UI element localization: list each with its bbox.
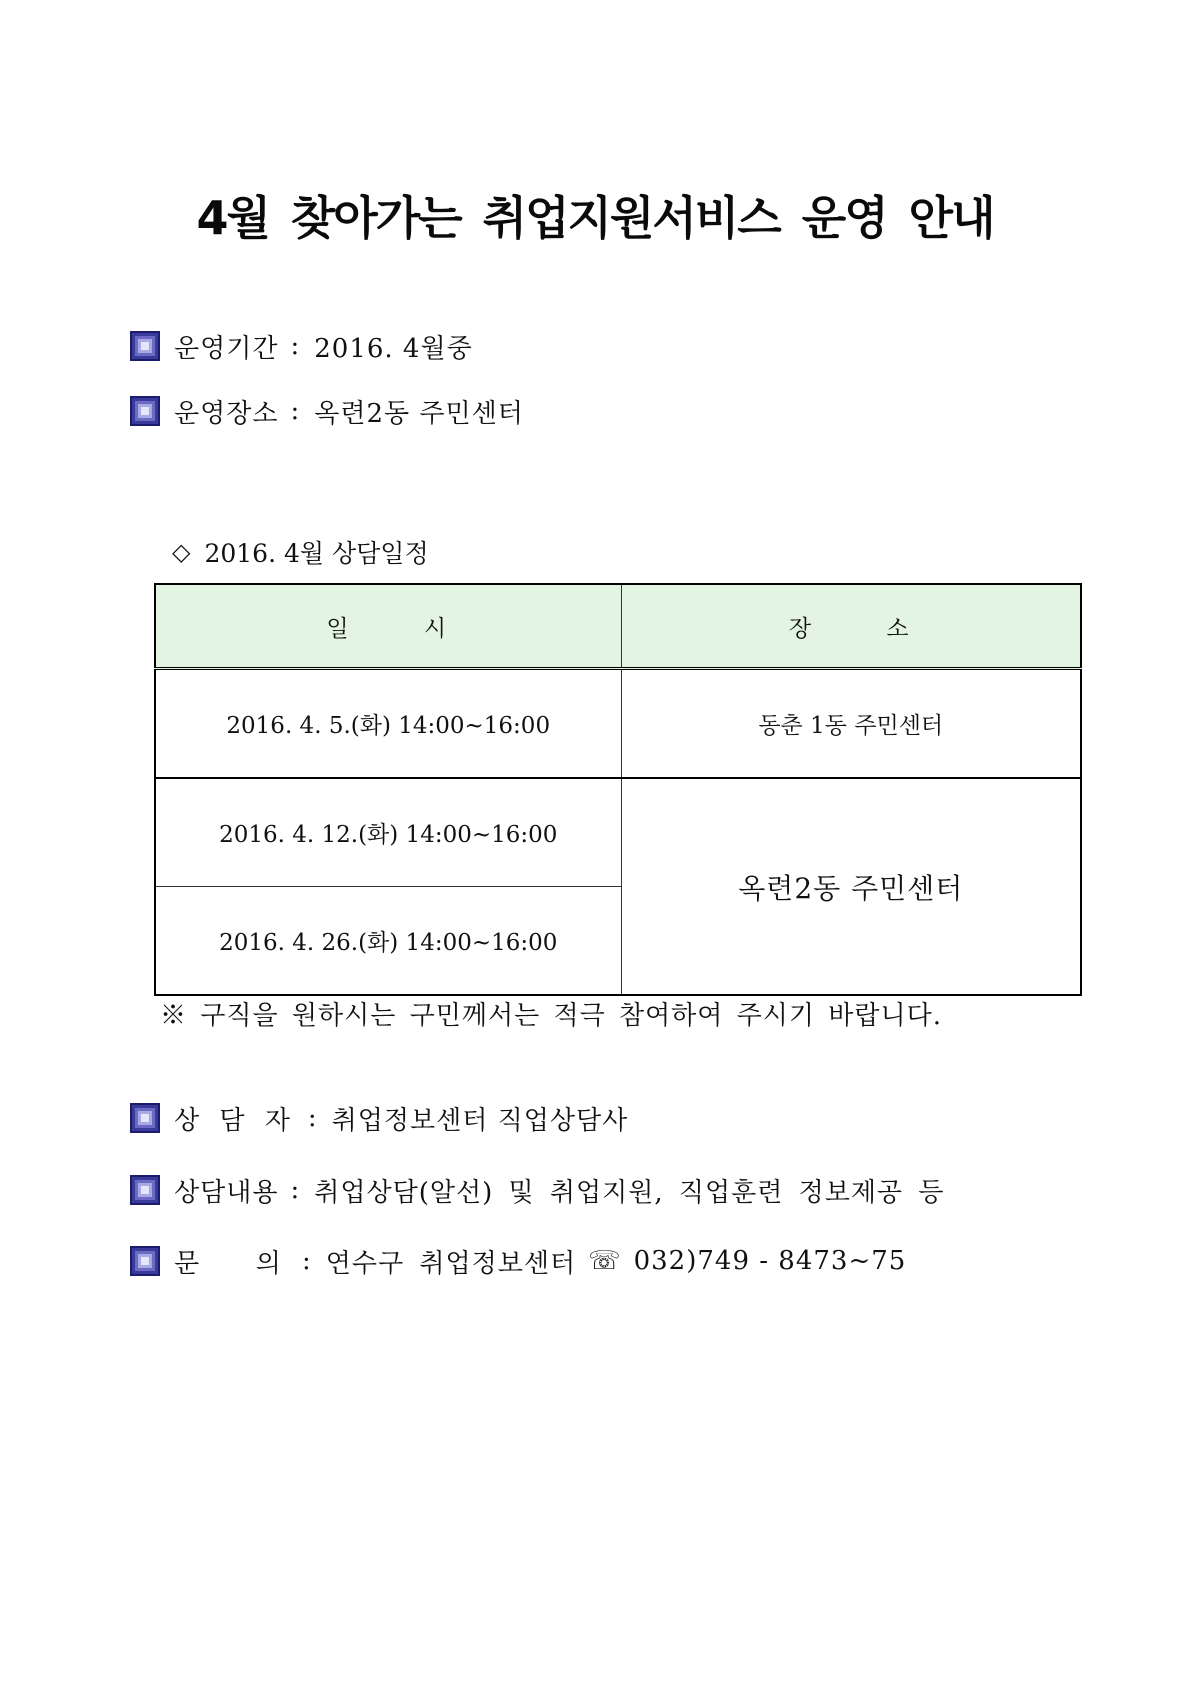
square-bullet-icon [130, 1246, 160, 1276]
column-header-place: 장 소 [621, 584, 1081, 669]
schedule-heading [172, 534, 429, 570]
colon: : [290, 331, 301, 361]
page-title: 4월 찾아가는 취업지원서비스 운영 안내 [196, 191, 994, 245]
column-header-date: 일 시 [155, 584, 621, 669]
overview-period [130, 328, 473, 364]
colon: : [290, 1175, 301, 1205]
detail-counselor-value: 취업정보센터 직업상담사 [331, 1105, 629, 1136]
row-date: 2016. 4. 12.(화) 14:00~16:00 [155, 778, 621, 887]
detail-inquiry [130, 1243, 906, 1279]
row-date: 2016. 4. 5.(화) 14:00~16:00 [155, 669, 621, 779]
table-row [155, 669, 1081, 779]
schedule-heading-text: 2016. 4월 상담일정 [204, 539, 429, 568]
row-date: 2016. 4. 26.(화) 14:00~16:00 [155, 887, 621, 996]
detail-counselor [130, 1100, 628, 1136]
participation-note: ※ 구직을 원하시는 구민께서는 적극 참여하여 주시기 바랍니다. [160, 1001, 943, 1031]
detail-inquiry-label: 문 의 [174, 1248, 282, 1279]
square-bullet-icon [130, 1103, 160, 1133]
detail-content-value: 취업상담(알선) 및 취업지원, 직업훈련 정보제공 등 [314, 1177, 945, 1208]
detail-content [130, 1172, 944, 1208]
detail-inquiry-number: 032)749 - 8473~75 [633, 1246, 907, 1276]
colon: : [307, 1103, 318, 1133]
diamond-icon: ◇ [172, 538, 191, 566]
row-place: 동춘 1동 주민센터 [621, 669, 1081, 779]
phone-icon: ☏ [588, 1246, 622, 1276]
overview-location-label: 운영장소 [174, 398, 279, 429]
detail-inquiry-org: 연수구 취업정보센터 [325, 1248, 577, 1279]
square-bullet-icon [130, 396, 160, 426]
colon: : [302, 1246, 312, 1276]
detail-content-label: 상담내용 [174, 1177, 279, 1208]
colon: : [290, 396, 301, 426]
overview-location [130, 393, 524, 429]
overview-period-value: 2016. 4월중 [314, 333, 473, 364]
detail-counselor-label: 상 담 자 [174, 1105, 296, 1136]
overview-period-label: 운영기간 [174, 333, 279, 364]
square-bullet-icon [130, 331, 160, 361]
overview-location-value: 옥련2동 주민센터 [314, 398, 524, 429]
row-place-merged: 옥련2동 주민센터 [621, 778, 1081, 995]
table-header-row [155, 584, 1081, 669]
square-bullet-icon [130, 1175, 160, 1205]
schedule-table [154, 583, 1082, 996]
table-row [155, 778, 1081, 887]
